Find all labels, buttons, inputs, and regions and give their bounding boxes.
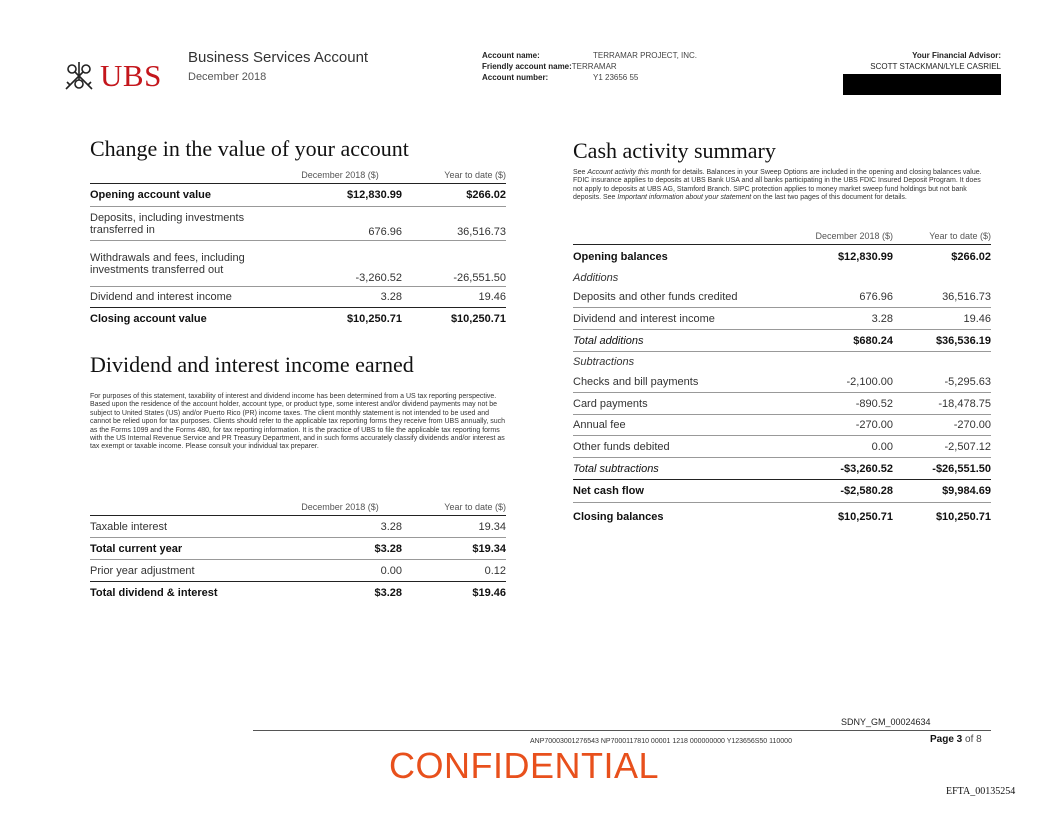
closing-month: $10,250.71	[837, 510, 893, 523]
row-ytd: $19.34	[402, 538, 506, 560]
page-number	[930, 734, 982, 745]
annual-fee-ytd: -270.00	[893, 415, 991, 436]
advisor-block	[870, 50, 1001, 72]
change-value-title: Change in the value of your account	[90, 136, 409, 161]
row-month: 3.28	[278, 516, 402, 538]
dividend-title: Dividend and interest income earned	[90, 352, 414, 377]
card-ytd: -18,478.75	[893, 393, 991, 415]
row-label: Withdrawals and fees, including investments transferred out	[90, 241, 278, 287]
account-info	[482, 50, 697, 83]
dividend-note: For purposes of this statement, taxability of interest and dividend income has been determined from a US tax reporting perspective. Based upon the residence of the account holder, account type, or product type, some interest and/or dividend payments may not be subject to United States (US) and/or Puerto Rico (PR) income taxes. The client monthly statement is not intended to be used and cannot be relied upon for tax purposes. Clients should refer to the applicable tax reporting forms they receive from UBS annually, such as the Forms 1099 and the Forms 480, for tax reporting information. It is the practice of UBS to file the applicable tax reporting forms with the US Internal Revenue Service and PR Treasury Department, and in such forms accurately classify dividends and/or interest as tax exempt or taxable income. Please consult your individual tax preparer.	[90, 393, 506, 451]
account-name-label: Account name:	[482, 51, 540, 60]
account-title: Business Services Account	[188, 49, 369, 66]
deposits-ytd: 36,516.73	[893, 287, 991, 308]
dividend-income-month: 3.28	[787, 308, 893, 330]
annual-fee-label: Annual fee	[573, 415, 787, 436]
row-ytd: 19.46	[402, 287, 506, 308]
friendly-name-label: Friendly account name:	[482, 62, 572, 71]
row-ytd: $10,250.71	[450, 312, 506, 325]
row-month: -3,260.52	[278, 241, 402, 287]
other-debited-month: 0.00	[787, 436, 893, 458]
net-cash-ytd: $9,984.69	[893, 480, 991, 503]
row-ytd: 36,516.73	[402, 207, 506, 241]
row-month: $3.28	[374, 586, 402, 599]
confidential-stamp: CONFIDENTIAL	[389, 745, 660, 786]
row-label: Opening account value	[90, 184, 278, 207]
dividend-income-label: Dividend and interest income	[573, 308, 787, 330]
row-month: $3.28	[278, 538, 402, 560]
page-label: Page 3	[930, 734, 963, 745]
col-header-month: December 2018 ($)	[278, 499, 402, 516]
total-additions-ytd: $36,536.19	[935, 334, 991, 347]
col-header-ytd: Year to date ($)	[402, 499, 506, 516]
row-ytd: 19.34	[402, 516, 506, 538]
opening-month: $12,830.99	[837, 250, 893, 263]
account-name: TERRAMAR PROJECT, INC.	[593, 51, 698, 60]
row-ytd: $266.02	[402, 184, 506, 207]
row-month: $12,830.99	[278, 184, 402, 207]
other-debited-ytd: -2,507.12	[893, 436, 991, 458]
row-label: Deposits, including investments transferred in	[90, 207, 278, 241]
row-month: 0.00	[278, 560, 402, 582]
deposits-label: Deposits and other funds credited	[573, 287, 787, 308]
cash-summary-table	[573, 228, 991, 531]
ubs-logo	[62, 58, 162, 94]
other-debited-label: Other funds debited	[573, 436, 787, 458]
ubs-keys-icon	[62, 59, 96, 93]
total-additions-month: $680.24	[853, 334, 893, 347]
total-subtractions-ytd: -$26,551.50	[893, 458, 991, 480]
row-label: Closing account value	[90, 312, 207, 325]
row-label: Taxable interest	[90, 516, 278, 538]
cash-summary-note: See Account activity this month for details. Balances in your Sweep Options are included in the opening and closing balances value. FDIC insurance applies to deposits at UBS Bank USA and all banks participating in the UBS FDIC Insured Deposit Program. It does not apply to deposits at UBS AG, Stamford Branch. SIPC protection applies to money market sweep fund holdings but not bank deposits. See Important information about your statement on the last two pages of this document for details.	[573, 169, 982, 202]
col-header-month: December 2018 ($)	[278, 167, 402, 184]
row-month: $10,250.71	[346, 312, 402, 325]
total-additions-label: Total additions	[573, 334, 644, 347]
account-number: Y1 23656 55	[593, 73, 639, 82]
annual-fee-month: -270.00	[787, 415, 893, 436]
col-header-ytd: Year to date ($)	[402, 167, 506, 184]
row-label: Prior year adjustment	[90, 560, 278, 582]
total-subtractions-month: -$3,260.52	[787, 458, 893, 480]
row-label: Dividend and interest income	[90, 287, 278, 308]
efta-number: EFTA_00135254	[946, 786, 1016, 797]
closing-label: Closing balances	[573, 510, 664, 523]
dividend-table	[90, 499, 506, 604]
opening-ytd: $266.02	[951, 250, 991, 263]
net-cash-label: Net cash flow	[573, 480, 787, 503]
page-total: of 8	[962, 734, 982, 745]
total-subtractions-label: Total subtractions	[573, 458, 787, 480]
closing-ytd: $10,250.71	[935, 510, 991, 523]
row-ytd: 0.12	[402, 560, 506, 582]
row-label: Total current year	[90, 538, 278, 560]
redaction-bar	[843, 74, 1001, 95]
row-month: 676.96	[278, 207, 402, 241]
col-header-month: December 2018 ($)	[787, 228, 893, 245]
additions-label: Additions	[573, 271, 619, 284]
row-ytd: $19.46	[472, 586, 506, 599]
net-cash-month: -$2,580.28	[787, 480, 893, 503]
dividend-income-ytd: 19.46	[893, 308, 991, 330]
card-label: Card payments	[573, 393, 787, 415]
brand-name: UBS	[100, 58, 162, 93]
row-month: 3.28	[278, 287, 402, 308]
bates-number: SDNY_GM_00024634	[841, 717, 931, 727]
subtractions-label: Subtractions	[573, 352, 787, 372]
deposits-month: 676.96	[787, 287, 893, 308]
row-ytd: -26,551.50	[402, 241, 506, 287]
statement-period: December 2018	[188, 71, 267, 83]
friendly-name: TERRAMAR	[571, 62, 617, 71]
row-label: Total dividend & interest	[90, 586, 218, 599]
opening-label: Opening balances	[573, 250, 668, 263]
card-month: -890.52	[787, 393, 893, 415]
change-value-table	[90, 167, 506, 330]
checks-ytd: -5,295.63	[893, 372, 991, 393]
cash-summary-title: Cash activity summary	[573, 138, 776, 163]
checks-month: -2,100.00	[787, 372, 893, 393]
footer-rule	[253, 730, 991, 731]
advisor-name: SCOTT STACKMAN/LYLE CASRIEL	[870, 62, 1001, 71]
advisor-label: Your Financial Advisor:	[912, 51, 1001, 60]
account-number-label: Account number:	[482, 73, 549, 82]
col-header-ytd: Year to date ($)	[893, 228, 991, 245]
footer-code: ANP70003001276543 NP7000117810 00001 1218 000000000 Y123656S50 110000	[530, 738, 792, 745]
checks-label: Checks and bill payments	[573, 372, 787, 393]
